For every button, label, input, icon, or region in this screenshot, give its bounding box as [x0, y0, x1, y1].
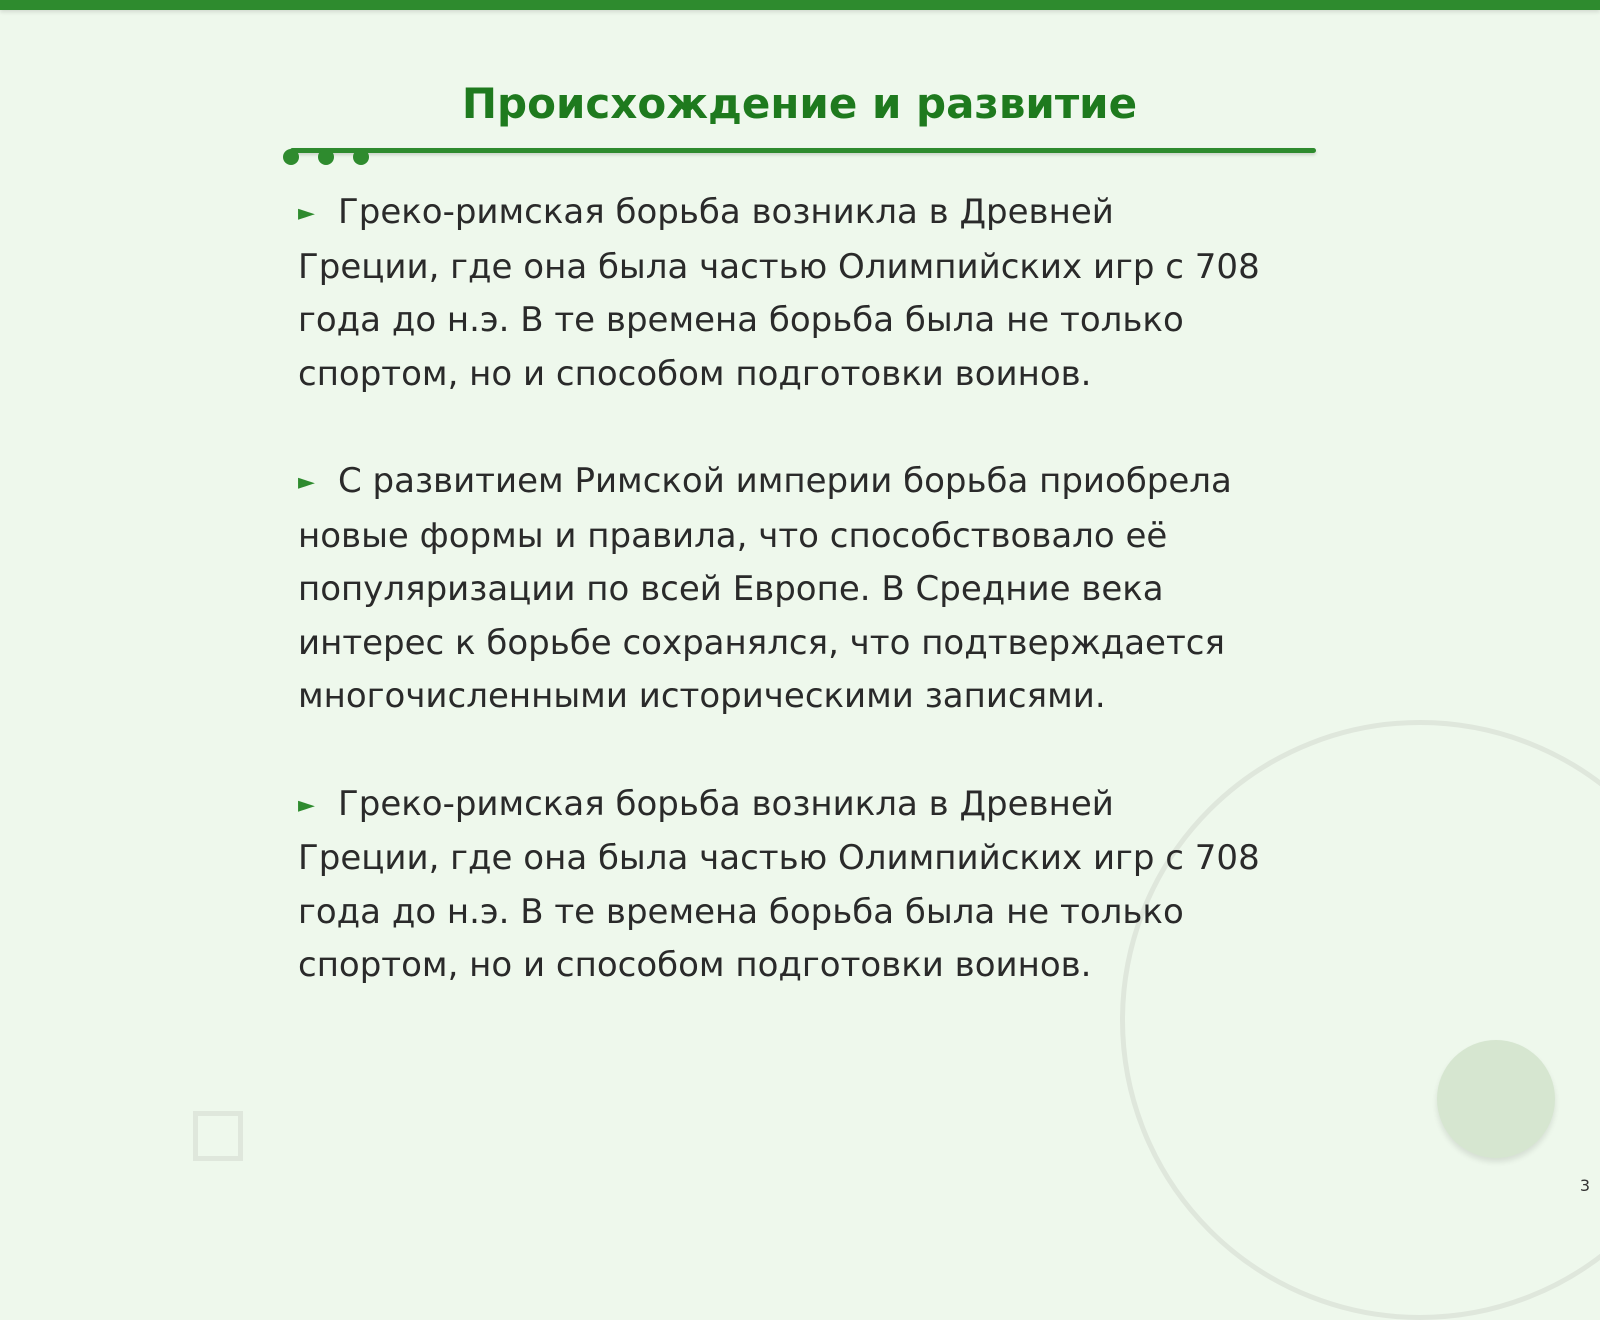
decorative-square — [193, 1111, 243, 1161]
bullet-line: года до н.э. В те времена борьба была не только — [298, 300, 1184, 340]
top-accent-bar — [0, 0, 1600, 10]
bullet-line: интерес к борьбе сохранялся, что подтверждается — [298, 622, 1225, 663]
right-triangle-icon: ► — [298, 792, 315, 818]
decorative-circle — [1437, 1040, 1555, 1158]
bullet-line: Греции, где она была частью Олимпийских игр с 708 — [298, 838, 1260, 878]
bullet-line: Греко-римская борьба возникла в Древней — [338, 192, 1114, 232]
bullet-line: Греции, где она была частью Олимпийских игр с 708 — [298, 246, 1260, 287]
bullet-item — [298, 778, 1318, 993]
title-dot — [283, 149, 299, 165]
slide-title: Происхождение и развитие — [461, 79, 1138, 128]
title-dot — [353, 149, 369, 165]
bullet-item — [298, 455, 1318, 724]
bullet-item — [298, 186, 1318, 401]
title-underline — [290, 148, 1316, 153]
bullet-line: Греко-римская борьба возникла в Древней — [338, 783, 1114, 824]
bullet-line: года до н.э. В те времена борьба была не только — [298, 891, 1184, 932]
right-triangle-icon: ► — [298, 470, 315, 495]
page-number: 3 — [1579, 1176, 1590, 1195]
bullet-line: спортом, но и способом подготовки воинов. — [298, 353, 1092, 394]
bullet-line: многочисленными историческими записями. — [298, 676, 1106, 716]
bullet-line: С развитием Римской империи борьба приобрела — [338, 461, 1232, 501]
bullet-line: новые формы и правила, что способствовало её — [298, 515, 1168, 556]
title-dot — [318, 149, 334, 165]
bullet-list — [298, 186, 1318, 1047]
bullet-line: спортом, но и способом подготовки воинов. — [298, 945, 1092, 985]
bullet-line: популяризации по всей Европе. В Средние века — [298, 569, 1164, 609]
right-triangle-icon: ► — [298, 201, 315, 226]
